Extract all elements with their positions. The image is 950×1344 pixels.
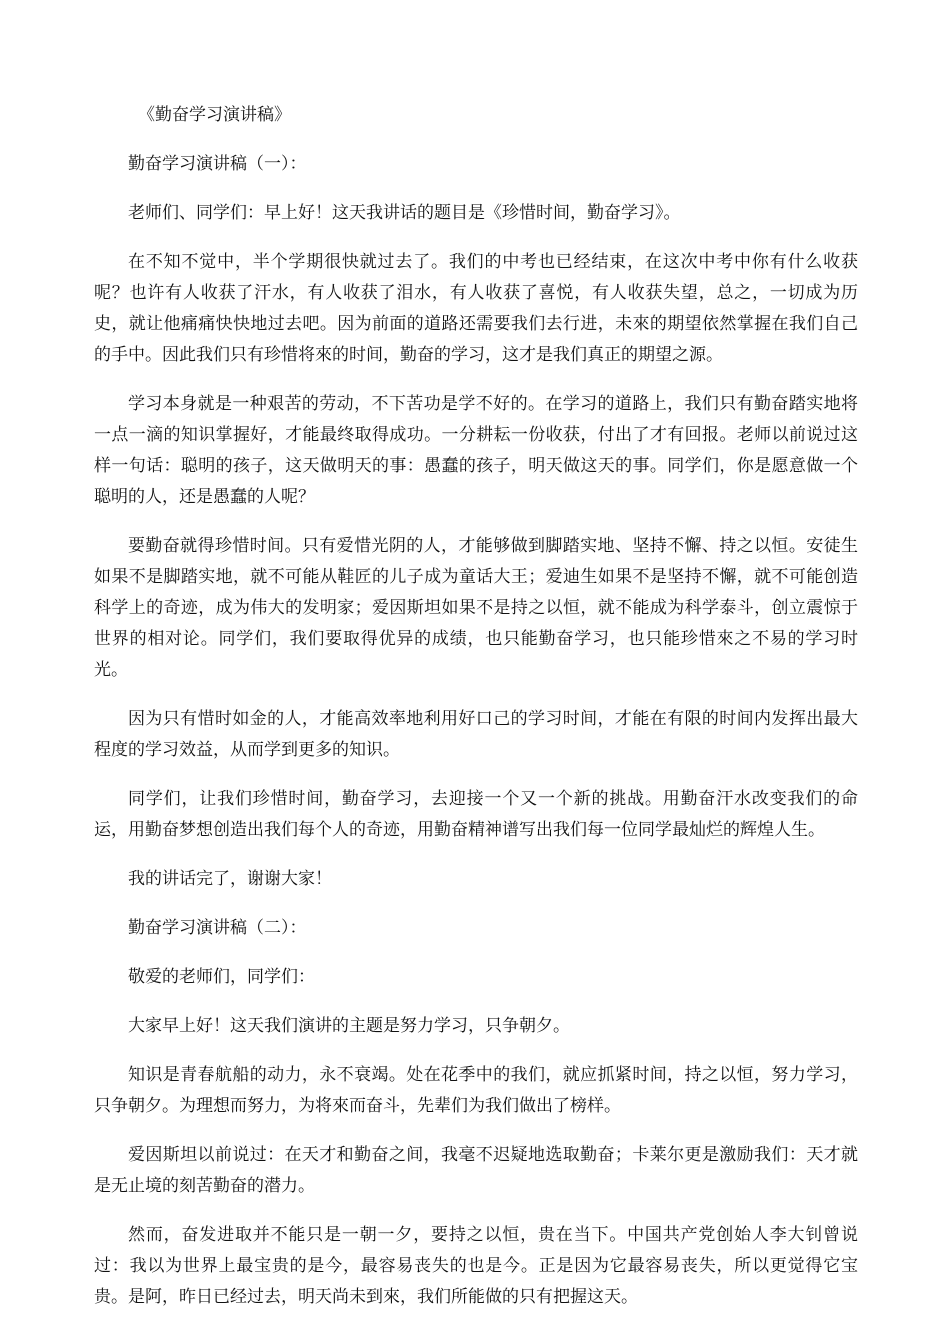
document-page [94, 100, 858, 1331]
paragraph: 爱因斯坦以前说过：在天才和勤奋之间，我毫不迟疑地选取勤奋；卡莱尔更是激励我们：天才就是无止境的刻苦勤奋的潜力。 [94, 1145, 858, 1196]
salutation-2: 敬爱的老师们，同学们： [128, 967, 315, 987]
paragraph: 大家早上好！这天我们演讲的主题是努力学习，只争朝夕。 [128, 1016, 570, 1036]
section-heading-1: 勤奋学习演讲稿（一）： [128, 154, 307, 174]
paragraph: 要勤奋就得珍惜时间。只有爱惜光阴的人，才能够做到脚踏实地、坚持不懈、持之以恒。安徒生如果不是脚踏实地，就不可能从鞋匠的儿子成为童话大王；爱迪生如果不是坚持不懈，就不可能创造科学上的奇迹，成为伟大的发明家；爱因斯坦如果不是持之以恒，就不能成为科学泰斗，创立震惊于世界的相对论。同学们，我们要取得优异的成绩，也只能勤奋学习，也只能珍惜來之不易的学习时光。 [94, 536, 858, 680]
paragraph: 然而，奋发进取并不能只是一朝一夕，要持之以恒，贵在当下。中国共产党创始人李大钊曾说过：我以为世界上最宝贵的是今，最容易丧失的也是今。正是因为它最容易丧失，所以更觉得它宝贵。是阿，昨日已经过去，明天尚未到來，我们所能做的只有把握这天。 [94, 1225, 858, 1307]
document-title: 《勤奋学习演讲稿》 [138, 105, 291, 125]
paragraph: 同学们，让我们珍惜时间，勤奋学习，去迎接一个又一个新的挑战。用勤奋汗水改变我们的命运，用勤奋梦想创造出我们每个人的奇迹，用勤奋精神谱写出我们每一位同学最灿烂的辉煌人生。 [94, 789, 858, 840]
section-heading-2: 勤奋学习演讲稿（二）： [128, 918, 307, 938]
salutation-1: 老师们、同学们：早上好！这天我讲话的题目是《珍惜时间，勤奋学习》。 [128, 203, 681, 223]
paragraph: 因为只有惜时如金的人，才能高效率地利用好口己的学习时间，才能在有限的时间内发挥出最大程度的学习效益，从而学到更多的知识。 [94, 709, 858, 760]
closing-line: 我的讲话完了，谢谢大家！ [128, 869, 332, 889]
paragraph: 知识是青春航船的动力，永不衰竭。处在花季中的我们，就应抓紧时间，持之以恒，努力学习，只争朝夕。为理想而努力，为将來而奋斗，先辈们为我们做出了榜样。 [94, 1065, 858, 1116]
paragraph: 学习本身就是一种艰苦的劳动，不下苦功是学不好的。在学习的道路上，我们只有勤奋踏实地将一点一滴的知识掌握好，才能最终取得成功。一分耕耘一份收获，付出了才有回报。老师以前说过这样一句话：聪明的孩子，这天做明天的事：愚蠢的孩子，明天做这天的事。同学们，你是愿意做一个聪明的人，还是愚蠢的人呢？ [94, 394, 858, 507]
paragraph: 在不知不觉中，半个学期很快就过去了。我们的中考也已经结束，在这次中考中你有什么收获呢？也许有人收获了汗水，有人收获了泪水，有人收获了喜悦，有人收获失望，总之，一切成为历史，就让他痛痛快快地过去吧。因为前面的道路还需要我们去行进，未來的期望依然掌握在我们自己的手中。因此我们只有珍惜将來的时间，勤奋的学习，这才是我们真正的期望之源。 [94, 252, 858, 365]
